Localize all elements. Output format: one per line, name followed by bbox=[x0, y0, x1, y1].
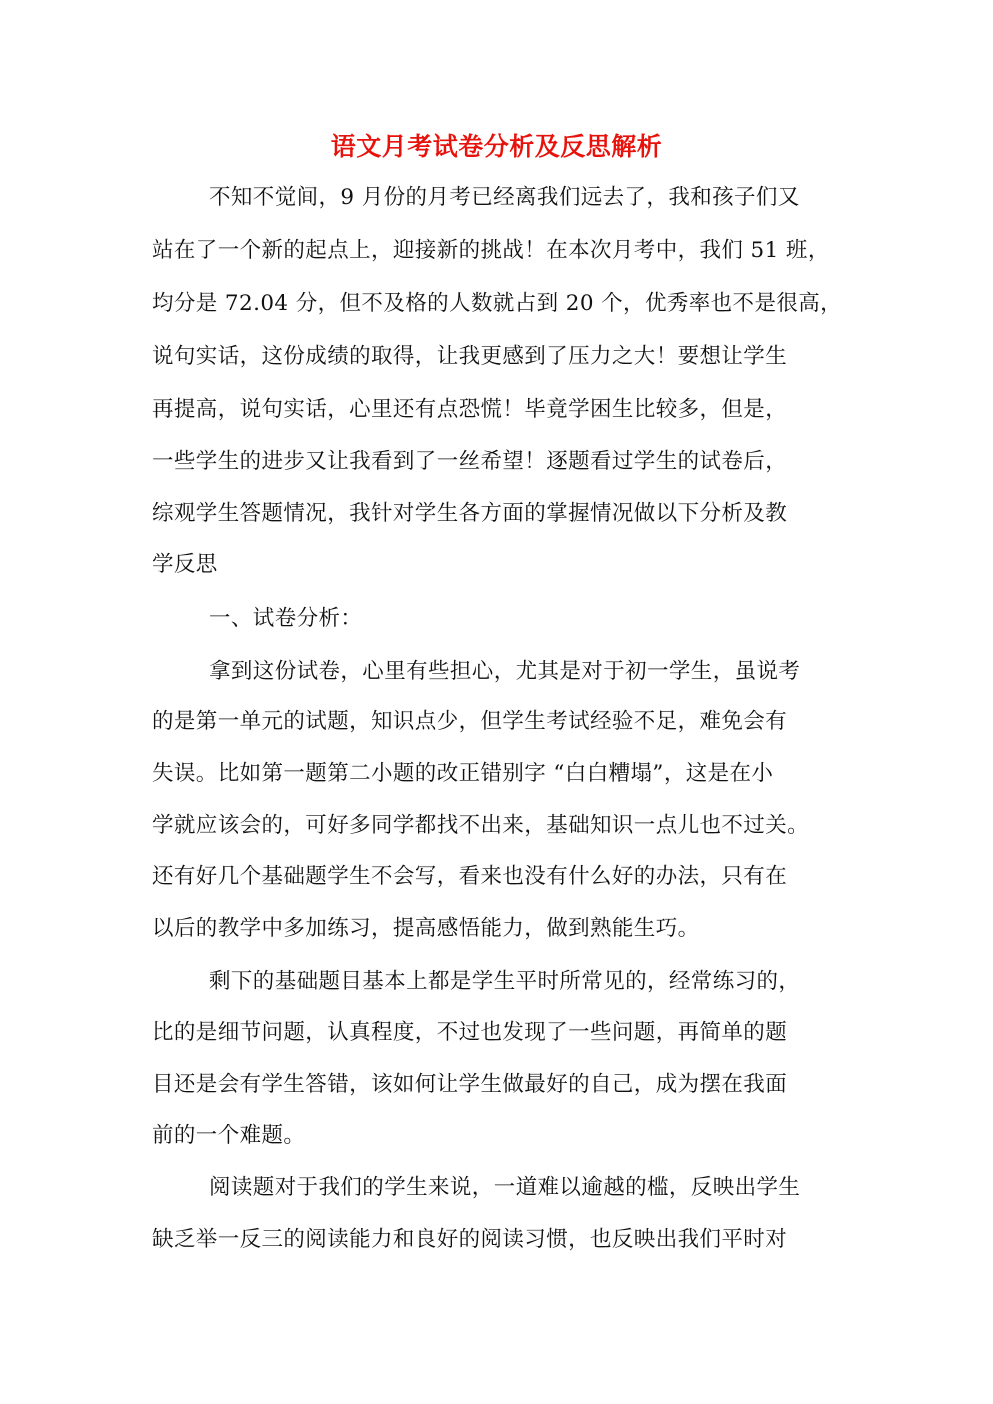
body-line: 均分是 72.04 分，但不及格的人数就占到 20 个，优秀率也不是很高， bbox=[152, 291, 843, 316]
body-line: 阅读题对于我们的学生来说，一道难以逾越的槛，反映出学生 bbox=[209, 1175, 801, 1200]
body-line: 缺乏举一反三的阅读能力和良好的阅读习惯，也反映出我们平时对 bbox=[152, 1227, 788, 1252]
body-line: 再提高，说句实话，心里还有点恐慌！毕竟学困生比较多，但是， bbox=[152, 397, 788, 422]
body-line: 综观学生答题情况，我针对学生各方面的掌握情况做以下分析及教 bbox=[152, 501, 788, 526]
body-line: 学就应该会的，可好多同学都找不出来，基础知识一点儿也不过关。 bbox=[152, 813, 810, 838]
body-line: 目还是会有学生答错，该如何让学生做最好的自己，成为摆在我面 bbox=[152, 1072, 788, 1097]
body-line: 拿到这份试卷，心里有些担心，尤其是对于初一学生，虽说考 bbox=[209, 659, 801, 684]
body-line: 说句实话，这份成绩的取得，让我更感到了压力之大！要想让学生 bbox=[152, 344, 788, 369]
body-line: 剩下的基础题目基本上都是学生平时所常见的，经常练习的， bbox=[209, 969, 801, 994]
body-line: 一些学生的进步又让我看到了一丝希望！逐题看过学生的试卷后， bbox=[152, 449, 788, 474]
body-line: 站在了一个新的起点上，迎接新的挑战！在本次月考中，我们 51 班， bbox=[152, 238, 830, 263]
document-title: 语文月考试卷分析及反思解析 bbox=[330, 132, 663, 161]
body-line: 的是第一单元的试题，知识点少，但学生考试经验不足，难免会有 bbox=[152, 709, 788, 734]
section-heading: 一、试卷分析： bbox=[209, 606, 363, 631]
body-line: 还有好几个基础题学生不会写，看来也没有什么好的办法，只有在 bbox=[152, 864, 788, 889]
body-line: 学反思 bbox=[152, 552, 218, 577]
body-line: 不知不觉间，9 月份的月考已经离我们远去了，我和孩子们又 bbox=[209, 185, 800, 210]
body-line: 前的一个难题。 bbox=[152, 1123, 306, 1148]
body-line: 比的是细节问题，认真程度，不过也发现了一些问题，再简单的题 bbox=[152, 1020, 788, 1045]
body-line: 以后的教学中多加练习，提高感悟能力，做到熟能生巧。 bbox=[152, 916, 700, 941]
body-line: 失误。比如第一题第二小题的改正错别字 “白白糟塌”，这是在小 bbox=[152, 761, 774, 786]
